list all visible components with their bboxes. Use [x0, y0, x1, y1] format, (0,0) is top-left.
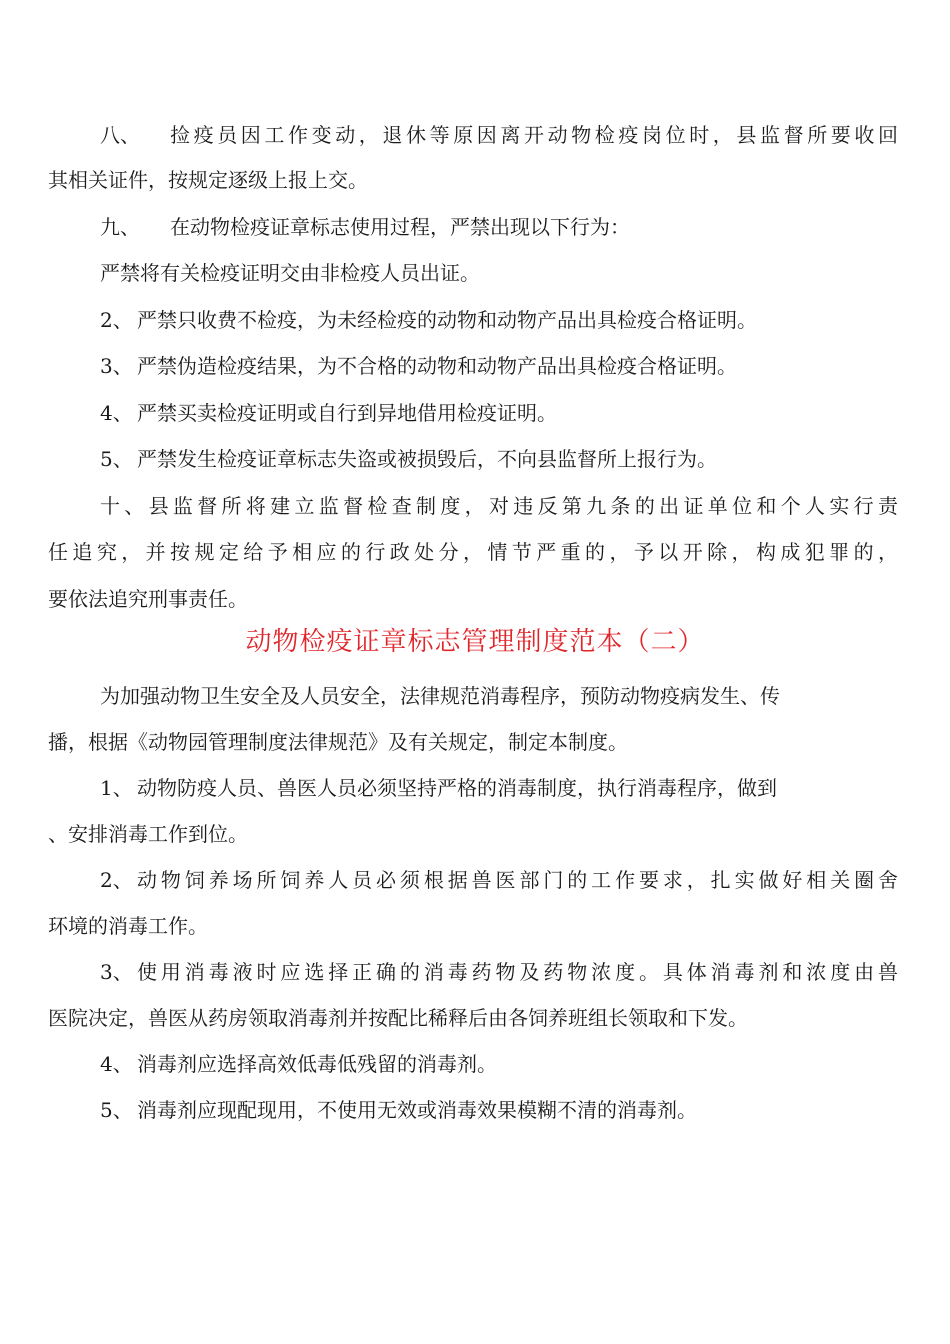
intro-line-1: 为加强动物卫生安全及人员安全，法律规范消毒程序，预防动物疫病发生、传	[100, 684, 780, 708]
para-5-line-1: 消毒剂应现配现用，不使用无效或消毒效果模糊不清的消毒剂。	[137, 1098, 697, 1122]
para-1-line-1: 动物防疫人员、兽医人员必须坚持严格的消毒制度，执行消毒程序，做到	[137, 776, 777, 800]
item-10-line-1: 十、县监督所将建立监督检查制度，对违反第九条的出证单位和个人实行责	[100, 494, 898, 518]
para-1-number: 1、	[100, 776, 133, 800]
para-4-line-1: 消毒剂应选择高效低毒低残留的消毒剂。	[137, 1052, 497, 1076]
rule-3-number: 3、	[100, 354, 133, 378]
para-5-number: 5、	[100, 1098, 133, 1122]
rule-5-number: 5、	[100, 447, 133, 471]
item-8-number: 八、	[100, 123, 140, 147]
rule-3: 严禁伪造检疫结果，为不合格的动物和动物产品出具检疫合格证明。	[137, 354, 737, 378]
rule-2: 严禁只收费不检疫，为未经检疫的动物和动物产品出具检疫合格证明。	[137, 308, 757, 332]
item-10-line-3: 要依法追究刑事责任。	[48, 587, 248, 611]
rule-5: 严禁发生检疫证章标志失盗或被损毁后，不向县监督所上报行为。	[137, 447, 717, 471]
rule-1: 严禁将有关检疫证明交由非检疫人员出证。	[100, 261, 480, 285]
rule-4: 严禁买卖检疫证明或自行到异地借用检疫证明。	[137, 401, 557, 425]
rule-4-number: 4、	[100, 401, 133, 425]
para-3-line-2: 医院决定，兽医从药房领取消毒剂并按配比稀释后由各饲养班组长领取和下发。	[48, 1006, 748, 1030]
item-9-number: 九、	[100, 215, 140, 239]
rule-2-number: 2、	[100, 308, 133, 332]
item-9-text: 在动物检疫证章标志使用过程，严禁出现以下行为：	[170, 215, 630, 239]
para-2-line-2: 环境的消毒工作。	[48, 914, 208, 938]
item-10-line-2: 任追究，并按规定给予相应的行政处分，情节严重的，予以开除，构成犯罪的，	[48, 540, 898, 564]
para-3-line-1: 使用消毒液时应选择正确的消毒药物及药物浓度。具体消毒剂和浓度由兽	[137, 960, 898, 984]
item-8-line-2: 其相关证件，按规定逐级上报上交。	[48, 168, 368, 192]
para-1-line-2: 、安排消毒工作到位。	[48, 822, 248, 846]
intro-line-2: 播，根据《动物园管理制度法律规范》及有关规定，制定本制度。	[48, 730, 628, 754]
para-3-number: 3、	[100, 960, 133, 984]
item-8-line-1: 捡疫员因工作变动，退休等原因离开动物检疫岗位时，县监督所要收回	[170, 123, 898, 147]
para-4-number: 4、	[100, 1052, 133, 1076]
para-2-number: 2、	[100, 868, 133, 892]
para-2-line-1: 动物饲养场所饲养人员必须根据兽医部门的工作要求，扎实做好相关圈舍	[137, 868, 898, 892]
section-title: 动物检疫证章标志管理制度范本（二）	[245, 627, 705, 657]
